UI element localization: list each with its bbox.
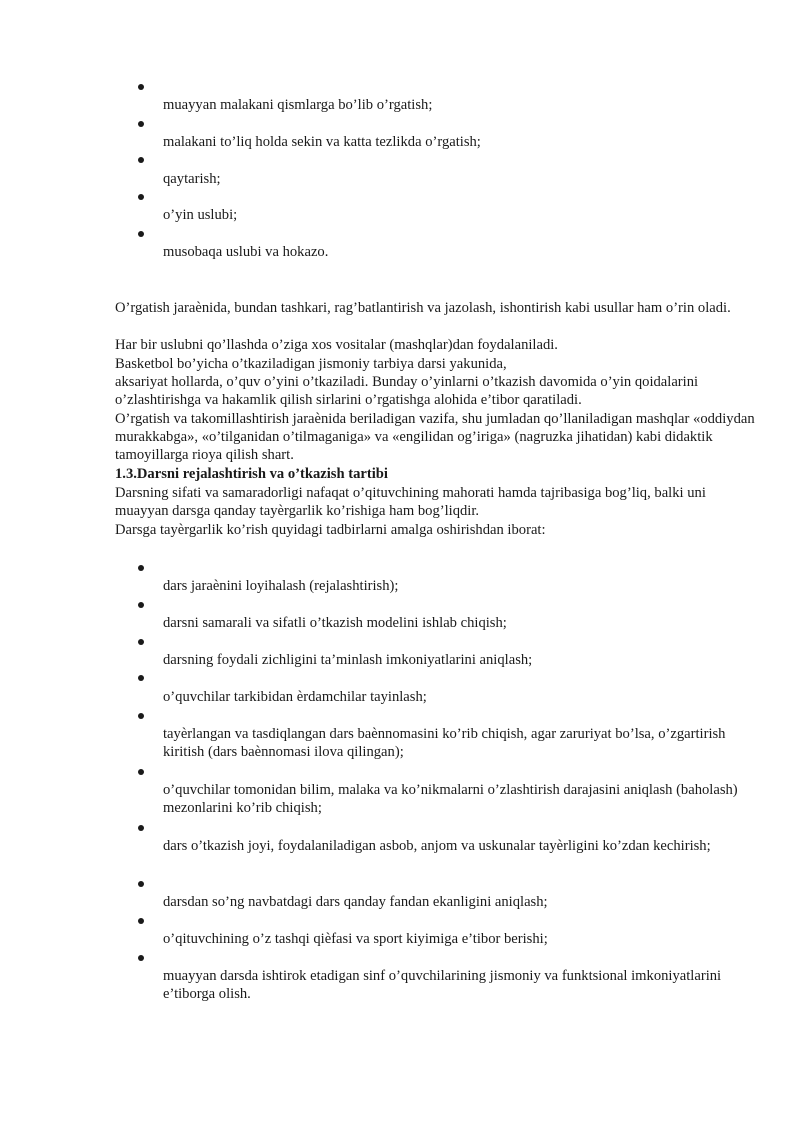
bullet-icon — [138, 84, 144, 90]
list-item-text: o’qituvchining o’z tashqi qièfasi va sport kiyimiga e’tibor berishi; — [163, 931, 548, 947]
bullet-icon — [138, 713, 144, 719]
bullet-icon — [138, 769, 144, 775]
list-item-text: dars jaraènini loyihalash (rejalashtirish); — [163, 578, 399, 594]
bullet-icon — [138, 825, 144, 831]
bullet-icon — [138, 121, 144, 127]
paragraph: Har bir uslubni qo’llashda o’ziga xos vositalar (mashqlar)dan foydalaniladi. — [115, 337, 558, 353]
list-item-text: o’yin uslubi; — [163, 207, 238, 223]
list-item-text: qaytarish; — [163, 171, 221, 187]
list-item-text: muayyan darsda ishtirok etadigan sinf o’quvchilarining jismoniy va funktsional imkoniyatlarini e’tiborga olish. — [163, 968, 722, 1002]
list-item-text: darsning foydali zichligini ta’minlash imkoniyatlarini aniqlash; — [163, 652, 533, 668]
list-item-text: tayèrlangan va tasdiqlangan dars baènnomasini ko’rib chiqish, agar zaruriyat bo’lsa, o’zgartirish kiritish (dars baènnomasi ilova qilingan); — [163, 726, 726, 760]
list-item-text: darsdan so’ng navbatdagi dars qanday fandan ekanligini aniqlash; — [163, 894, 548, 910]
list-item-text: muayyan malakani qismlarga bo’lib o’rgatish; — [163, 97, 433, 113]
paragraph: Darsga tayèrgarlik ko’rish quyidagi tadbirlarni amalga oshirishdan iborat: — [115, 522, 546, 538]
bullet-icon — [138, 675, 144, 681]
bullet-icon — [138, 602, 144, 608]
paragraph: Basketbol bo’yicha o’tkaziladigan jismoniy tarbiya darsi yakunida, — [115, 356, 507, 372]
bullet-icon — [138, 918, 144, 924]
list-item-text: o’quvchilar tarkibidan èrdamchilar tayinlash; — [163, 689, 427, 705]
paragraph: Darsning sifati va samaradorligi nafaqat o’qituvchining mahorati hamda tajribasiga bog’liq, balki uni muayyan darsga qanday tayèrgarlik ko’rishiga ham bog’liqdir. — [115, 485, 706, 519]
paragraph: O’rgatish va takomillashtirish jaraènida beriladigan vazifa, shu jumladan qo’llaniladigan mashqlar «oddiydan murakkabga», «o’tilganidan o’tilmaganiga» va «engilidan og’iriga» (nagruzka jihatidan) kabi didaktik tamoyillarga rioya qilish shart. — [115, 411, 755, 463]
bullet-icon — [138, 881, 144, 887]
list-item-text: dars o’tkazish joyi, foydalaniladigan asbob, anjom va uskunalar tayèrligini ko’zdan kechirish; — [163, 838, 711, 854]
paragraph: O’rgatish jaraènida, bundan tashkari, rag’batlantirish va jazolash, ishontirish kabi usullar ham o’rin oladi. — [115, 300, 731, 316]
bullet-icon — [138, 639, 144, 645]
list-item-text: o’quvchilar tomonidan bilim, malaka va ko’nikmalarni o’zlashtirish darajasini aniqlash (baholash) mezonlarini ko’rib chiqish; — [163, 782, 738, 816]
section-heading: 1.3.Darsni rejalashtirish va o’tkazish tartibi — [115, 466, 388, 482]
bullet-icon — [138, 194, 144, 200]
list-item-text: darsni samarali va sifatli o’tkazish modelini ishlab chiqish; — [163, 615, 507, 631]
paragraph: aksariyat hollarda, o’quv o’yini o’tkaziladi. Bunday o’yinlarni o’tkazish davomida o’yin qoidalarini o’zlashtirishga va hakamlik qilish sirlarini o’rgatishga alohida e’tibor qaratiladi. — [115, 374, 699, 408]
bullet-icon — [138, 231, 144, 237]
list-item-text: musobaqa uslubi va hokazo. — [163, 244, 329, 260]
list-item-text: malakani to’liq holda sekin va katta tezlikda o’rgatish; — [163, 134, 481, 150]
bullet-icon — [138, 565, 144, 571]
bullet-icon — [138, 157, 144, 163]
bullet-icon — [138, 955, 144, 961]
